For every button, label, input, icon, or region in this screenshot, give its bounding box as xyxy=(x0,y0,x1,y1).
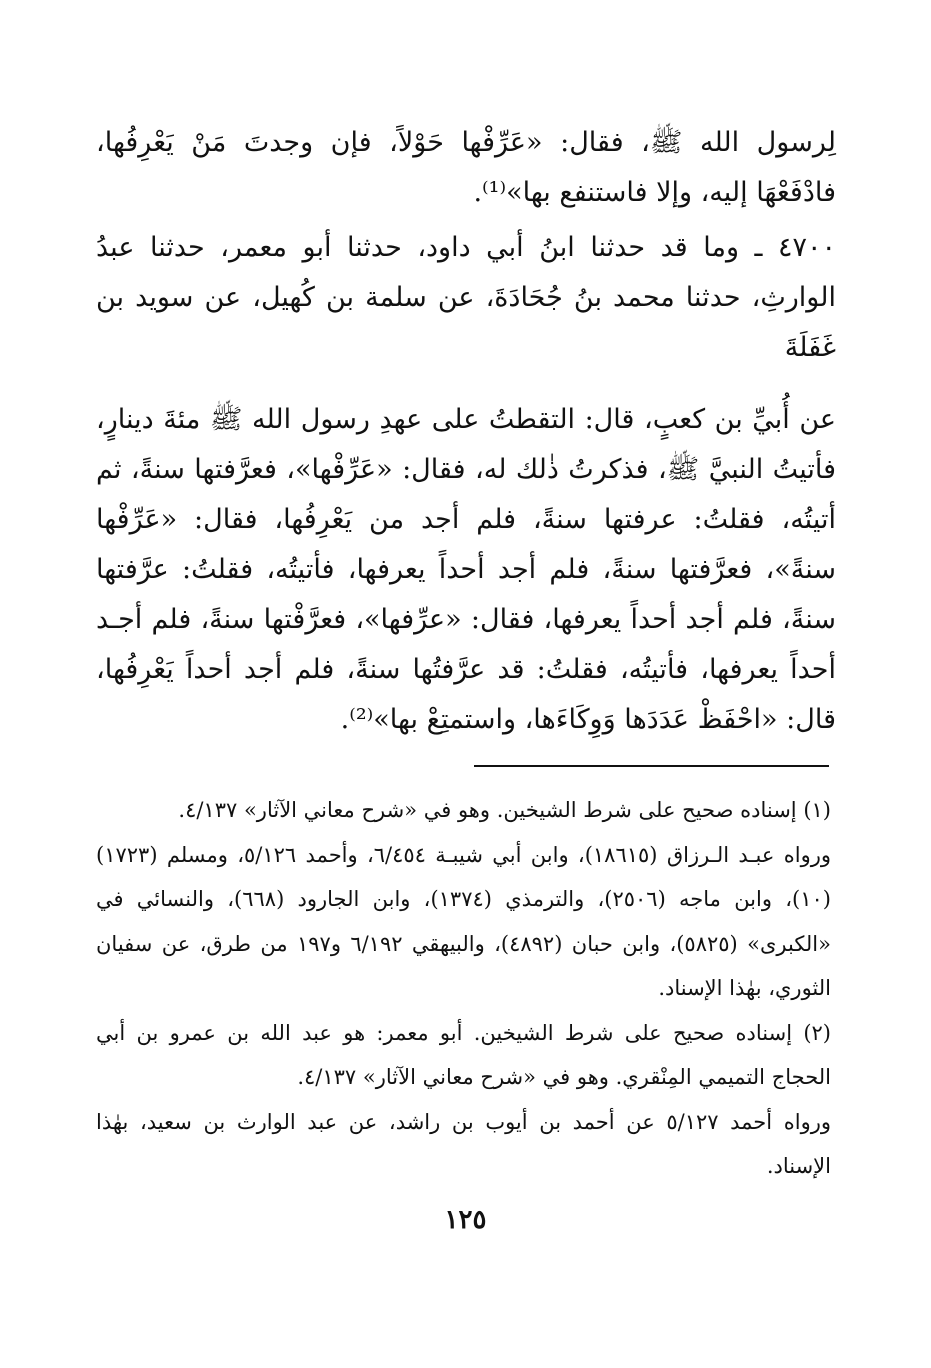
footnotes xyxy=(96,788,831,1189)
hadith-text-paragraph: عن أُبيِّ بن كعبٍ، قال: التقطتُ على عهدِ رسول الله ﷺ مئةَ دينارٍ، فأتيتُ النبيَّ ﷺ، فذكرتُ ذٰلك له، فقال: «عَرِّفْها»، فعرَّفتها سنةً، ثم أتيتُه، فقلتُ: عرفتها سنةً، فلم أجد من يَعْرِفُها، فقال: «عَرِّفْها سنةً»، فعرَّفتها سنةً، فلم أجد أحداً يعرفها، فأتيتُه، فقلتُ: عرَّفتها سنةً، فلم أجد أحداً يعرفها، فقال: «عرِّفها»، فعرَّفْتها سنةً، فلم أجـد أحداً يعرفها، فأتيتُه، فقلتُ: قد عرَّفتُها سنةً، فلم أجد أحداً يَعْرِفُها، قال: «احْفَظْ عَدَدَها وَوِكَاءَها، واستمتِعْ بها»⁽²⁾. xyxy=(96,404,836,735)
footnote: ورواه عبـد الـرزاق (١٨٦١٥)، وابن أبي شيبـة ٦/٤٥٤، وأحمد ٥/١٢٦، ومسلم (١٧٢٣) (١٠)، وابن ماجه (٢٥٠٦)، والترمذي (١٣٧٤)، وابن الجارود (٦٦٨)، والنسائي في «الكبرى» (٥٨٢٥)، وابن حبان (٤٨٩٢)، والبيهقي ٦/١٩٢ و١٩٧ من طرق، عن سفيان الثوري، بهٰذا الإسناد. xyxy=(96,842,832,1000)
footnote: (٢) إسناده صحيح على شرط الشيخين. أبو معمر: هو عبد الله بن عمرو بن أبي الحجاج التميمي المِنْقري. وهو في «شرح معاني الآثار» ٤/١٣٧. xyxy=(96,1020,831,1089)
page-number: ١٢٥ xyxy=(444,1205,487,1235)
footnote-separator xyxy=(474,765,829,767)
main-paragraph: لِرسول الله ﷺ، فقال: «عَرِّفْها حَوْلاً، فإن وجدتَ مَنْ يَعْرِفُها، فادْفَعْهَا إليه، وإلا فاستنفع بها»⁽¹⁾. xyxy=(96,127,836,208)
hadith-chain-paragraph: ٤٧٠٠ ـ وما قد حدثنا ابنُ أبي داود، حدثنا أبو معمر، حدثنا عبدُ الوارثِ، حدثنا محمد بنُ جُحَادَةَ، عن سلمة بن كُهيل، عن سويد بن غَفَلَةَ xyxy=(96,232,836,363)
footnote: ورواه أحمد ٥/١٢٧ عن أحمد بن أيوب بن راشد، عن عبد الوارث بن سعيد، بهٰذا الإسناد. xyxy=(96,1109,831,1178)
footnote: (١) إسناده صحيح على شرط الشيخين. وهو في «شرح معاني الآثار» ٤/١٣٧. xyxy=(178,798,831,822)
main-text xyxy=(96,118,836,745)
